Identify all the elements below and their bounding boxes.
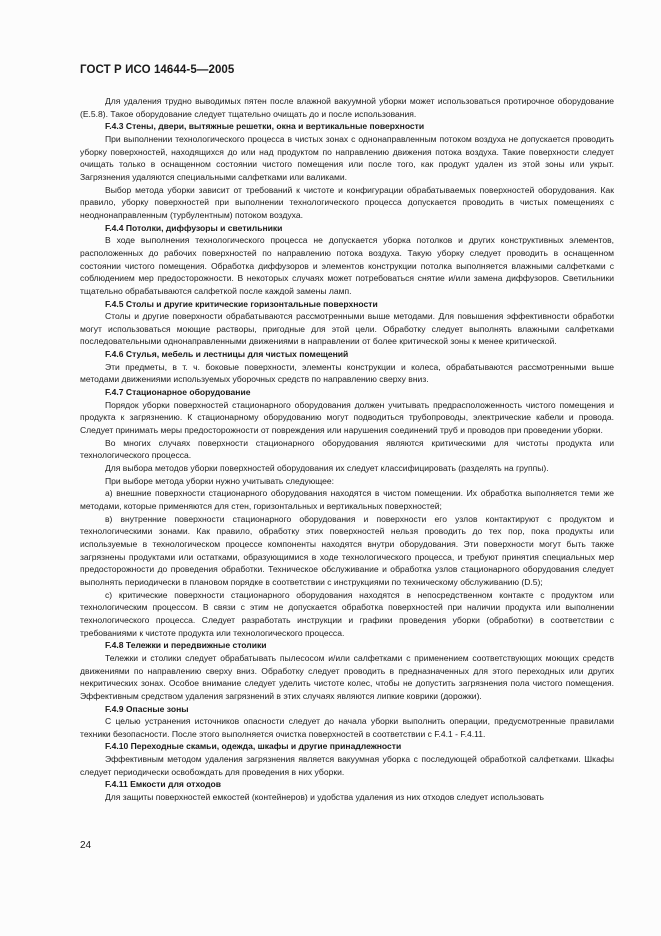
body-paragraph: Для удаления трудно выводимых пятен после влажной вакуумной уборки может использоваться протирочное оборудование (Е.5.8). Такое оборудование следует тщательно очищать до и после использования. [80, 96, 614, 119]
section-heading: F.4.7 Стационарное оборудование [105, 387, 251, 398]
body-paragraph: При выполнении технологического процесса в чистых зонах с однонаправленным потоком воздуха не допускается проводить уборку поверхностей, находящихся до или над продуктом по направлению движения потока воздуха. Такие поверхности следует очищать только в оснащенном состоянии чистого помещения или после того, как продукт удален из этой зоны или укрыт. Загрязнения удаляются специальными салфетками или валиками. [80, 133, 614, 182]
body-paragraph: Столы и другие поверхности обрабатываются рассмотренными выше методами. Для повышения эффективности обработки могут использоваться моющие растворы, пригодные для этой цели. Обработку следует выполнять влажными салфетками последовательными однонаправленными движениями в направлении от более критической зоны к менее критической. [80, 311, 614, 347]
body-paragraph: С целью устранения источников опасности следует до начала уборки выполнить операции, предусмотренные правилами техники безопасности. После этого выполняется очистка поверхностей в соответствии с F.4.1 - F.4.11. [80, 716, 614, 739]
body-paragraph: Тележки и столики следует обрабатывать пылесосом и/или салфетками с применением соответствующих моющих средств движениями по направлению сверху вниз. Обработку следует проводить в предназначенных для этого переходных или других некритических зонах. Особое внимание следует уделить чистоте колес, чтобы не допустить загрязнения пола чистого помещения. Эффективным средством удаления загрязнений в этих случаях являются липкие коврики (дорожки). [80, 652, 614, 701]
body-paragraph: Выбор метода уборки зависит от требований к чистоте и конфигурации обрабатываемых поверхностей оборудования. Как правило, уборку поверхностей при выполнении технологического процесса допускается проводить в чистых помещениях с неоднонаправленным (турбулентным) потоком воздуха. [80, 184, 614, 220]
document-header-title: ГОСТ Р ИСО 14644-5—2005 [80, 64, 235, 76]
body-paragraph: Эти предметы, в т. ч. боковые поверхности, элементы конструкции и колеса, обрабатываются рассмотренными выше методами движениями используемых уборочных средств по направлению сверху вниз. [80, 361, 614, 385]
body-paragraph: Порядок уборки поверхностей стационарного оборудования должен учитывать предрасположенность чистого помещения и продукта к загрязнению. К стационарному оборудованию могут подводиться трубопроводы, электрические кабели и провода. Следует принимать меры предосторожности от повреждения или нарушения соединений труб и проводов при проведении уборки. [80, 399, 614, 436]
body-paragraph: При выборе метода уборки нужно учитывать следующее: [105, 475, 335, 486]
section-heading: F.4.6 Стулья, мебель и лестницы для чистых помещений [105, 349, 349, 360]
section-heading: F.4.4 Потолки, диффузоры и светильники [105, 222, 283, 233]
section-heading: F.4.5 Столы и другие критические горизонтальные поверхности [105, 298, 378, 309]
section-heading: F.4.8 Тележки и передвижные столики [105, 640, 267, 651]
body-paragraph: Для защиты поверхностей емкостей (контейнеров) и удобства удаления из них отходов следует использовать [105, 792, 544, 803]
section-heading: F.4.9 Опасные зоны [105, 703, 189, 714]
section-heading: F.4.11 Емкости для отходов [105, 779, 222, 790]
body-paragraph: с) критические поверхности стационарного оборудования находятся в непосредственном контакте с продуктом или технологическим процессом. В связи с этим не допускается обработка поверхностей при наличии продукта или выполнении технологического процесса. Следует разработать инструкции и графики проведения уборки (обработки) в соответствии с требованиями к чистоте продукта или технологического процесса. [80, 589, 614, 638]
page-number: 24 [80, 840, 92, 851]
body-paragraph: а) внешние поверхности стационарного оборудования находятся в чистом помещении. Их обработка выполняется теми же методами, которые применяются для стен, горизонтальных и вертикальных поверхностей; [80, 488, 614, 511]
body-paragraph: Во многих случаях поверхности стационарного оборудования являются критическими для чистоты продукта или технологического процесса. [80, 437, 614, 461]
document-body [80, 95, 614, 804]
body-paragraph: В ходе выполнения технологического процесса не допускается уборка потолков и других конструктивных элементов, расположенных до рабочих поверхностей по направлению потока воздуха. Такую уборку следует проводить в оснащенном состоянии чистого помещения. Обработка диффузоров и элементов конструкции потолка выполняется влажными салфетками с соблюдением мер предосторожности. В некоторых случаях может потребоваться снятие и/или замена диффузоров. Светильники тщательно обрабатываются салфеткой после каждой замены ламп. [80, 235, 614, 296]
body-paragraph: в) внутренние поверхности стационарного оборудования и поверхности его узлов контактируют с продуктом и технологическими зонами. Как правило, обработку этих поверхностей нельзя проводить до тех пор, пока продукты или используемые в технологическом процессе компоненты находятся внутри оборудования. Эти поверхности могут быть также загрязнены продуктами или остатками, образующимися в ходе технологического процесса, и требуют принятия специальных мер предосторожности до проведения обработки. Техническое обслуживание и обработка узлов стационарного оборудования следует выполнять периодически в плановом порядке в соответствии с инструкциями по техническому обслуживанию (D.5); [80, 513, 614, 587]
body-paragraph: Для выбора методов уборки поверхностей оборудования их следует классифицировать (разделять на группы). [105, 463, 549, 474]
section-heading: F.4.3 Стены, двери, вытяжные решетки, окна и вертикальные поверхности [105, 121, 425, 132]
section-heading: F.4.10 Переходные скамьи, одежда, шкафы и другие принадлежности [105, 741, 402, 752]
body-paragraph: Эффективным методом удаления загрязнения является вакуумная уборка с последующей обработкой салфетками. Шкафы следует периодически освобождать для проведения в них уборки. [80, 754, 614, 777]
